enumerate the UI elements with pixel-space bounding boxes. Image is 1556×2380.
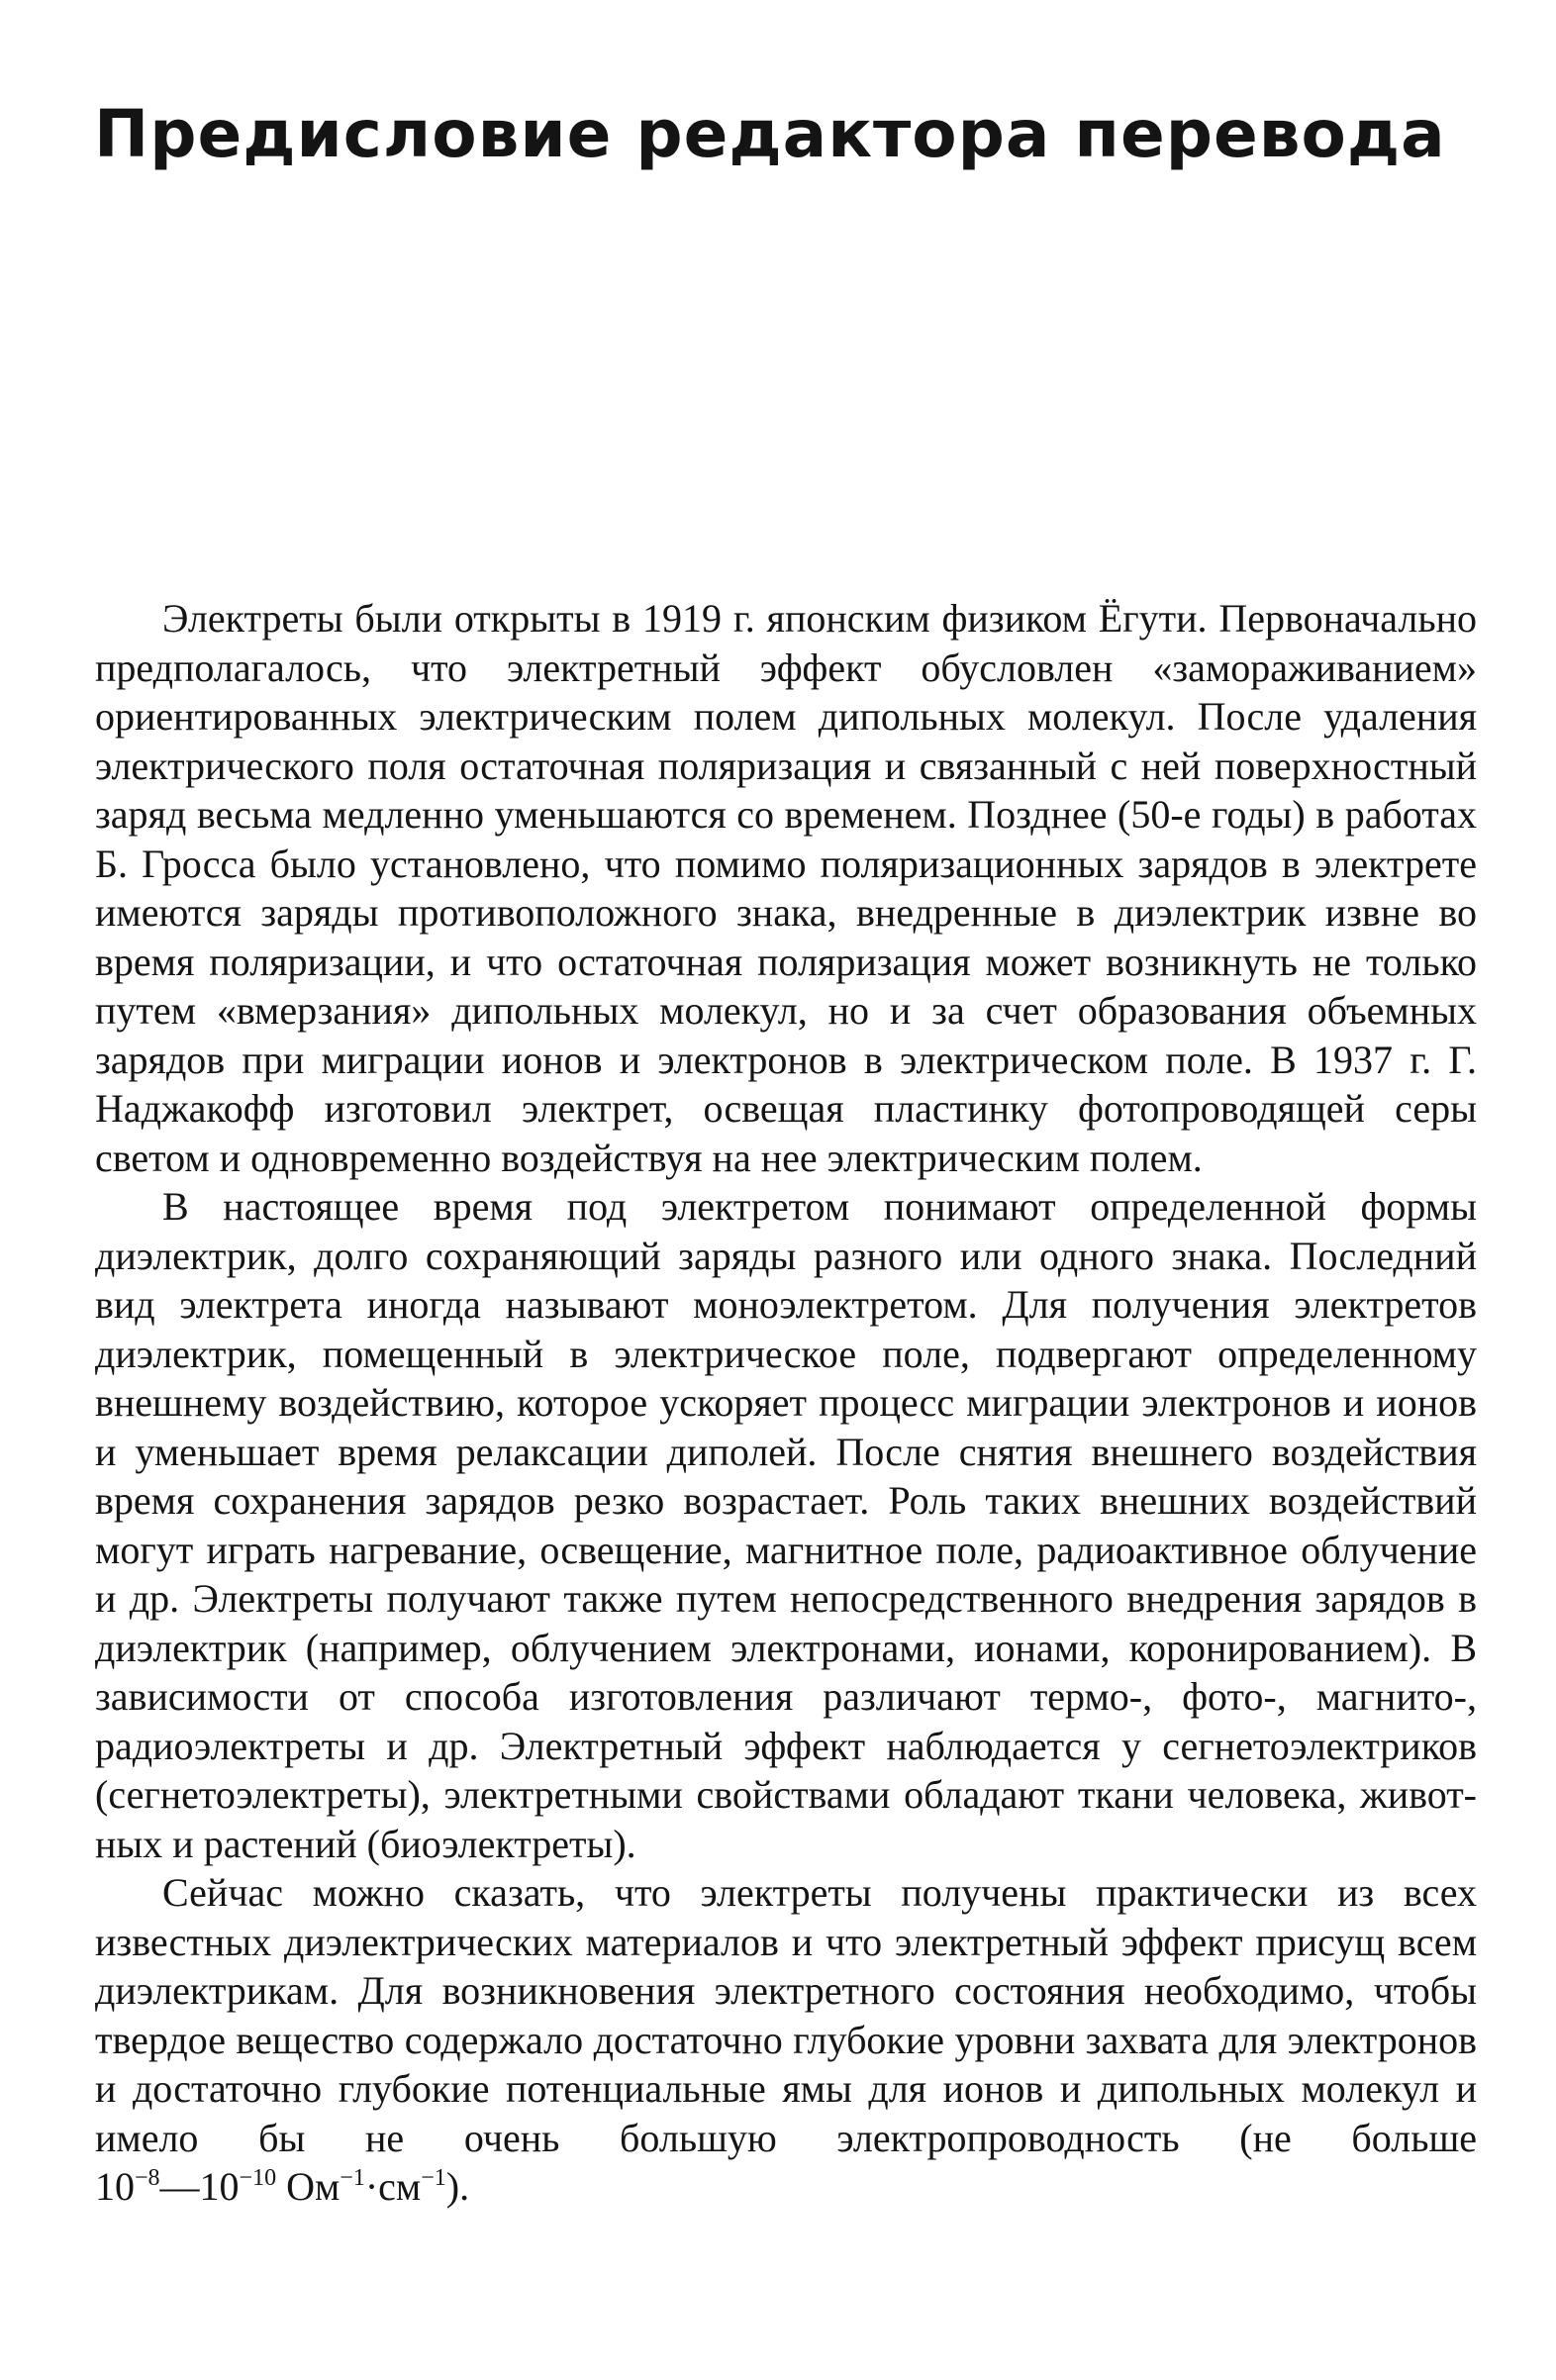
formula-dot: · (364, 2164, 379, 2209)
conductivity-formula (95, 2164, 469, 2209)
paragraph-3-text: Сейчас можно сказать, что электреты получены практически из всех известных диэлектрических материалов и что электретный эффект присущ всем диэлектрикам. Для возникновения электретного состояния необходимо, чтобы твердое вещество содержало достаточно глубокие уровни захвата для электронов и достаточно глубокие потенциальные ямы для ионов и дипольных молекул и имело бы не очень большую электропроводность (не больше (95, 1870, 1477, 2160)
paragraph-1: Электреты были открыты в 1919 г. японским физиком Ёгути. Первоначально предполагалось, что электретный эффект обусловлен «замораживанием» ориентированных электрическим полем дипольных молекул. После удаления электрического поля остаточная поляризация и связанный с ней поверхностный заряд весьма медленно уменьшаются со временем. Позднее (50-е годы) в работах Б. Гросса было установлено, что помимо поляризационных зарядов в электрете имеются заряды противоположного знака, внедренные в диэлектрик извне во время поляризации, и что остаточная поляризация может возникнуть не только путем «вмерзания» дипольных молекул, но и за счет образования объемных зарядов при миграции ионов и электронов в электрическом поле. В 1937 г. Г. Наджакофф изготовил электрет, освещая пластинку фотопроводящей серы светом и одновременно воздействуя на нее электрическим полем. (95, 596, 1477, 1180)
formula-close: ). (445, 2164, 470, 2209)
formula-dash: — (159, 2164, 200, 2209)
formula-base-2: 10 (199, 2164, 240, 2209)
formula-unit-cm: см (378, 2164, 422, 2209)
formula-base-1: 10 (95, 2164, 135, 2209)
formula-exponent-2: −10 (239, 2165, 277, 2191)
paragraph-3 (95, 1868, 1477, 2212)
page-title: Предисловие редактора перевода (94, 96, 1446, 172)
body-text (95, 594, 1477, 2212)
formula-exponent-4: −1 (421, 2165, 446, 2191)
formula-exponent-1: −8 (135, 2165, 160, 2191)
formula-exponent-3: −1 (340, 2165, 365, 2191)
paragraph-2: В настоящее время под электретом понимают определенной формы диэлектрик, долго сохраняющий заряды разного или одного знака. Последний вид электрета иногда называют моноэлектретом. Для получения электретов диэлектрик, помещенный в электрическое поле, подвергают определенному внешнему воздействию, которое ускоряет процесс миграции электронов и ионов и уменьшает время релаксации диполей. После снятия внешнего воздействия время сохранения зарядов резко возрастает. Роль таких внешних воздействий могут играть нагревание, освещение, магнитное поле, радиоактивное облучение и др. Электреты получают также путем непосредственного внедрения зарядов в диэлектрик (например, облучением электронами, ионами, коронированием). В зависимости от способа изготовления различают термо-, фото-, магнито-, радиоэлектреты и др. Электретный эффект наблюдается у сегнетоэлектриков (сегнетоэлектреты), электретными свойствами обладают ткани человека, животных и растений (биоэлектреты). (95, 1184, 1477, 1866)
formula-unit-ohm: Ом (276, 2164, 340, 2209)
